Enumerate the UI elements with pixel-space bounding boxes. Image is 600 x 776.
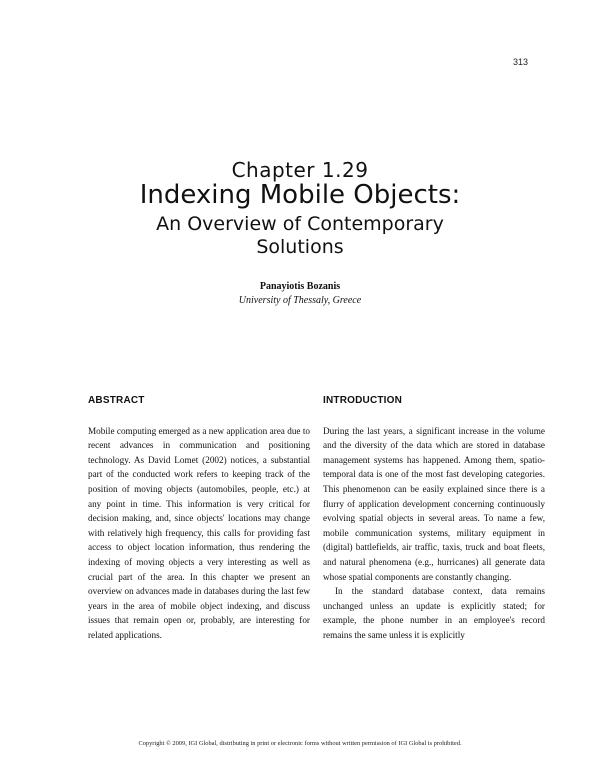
abstract-heading: ABSTRACT [88, 395, 145, 406]
introduction-paragraph-2: In the standard database context, data remains unchanged unless an update is explicitly stated; for example, the phone number in an employee's record remains the same unless it is explicitly [323, 586, 545, 640]
page-title: Indexing Mobile Objects: [139, 180, 461, 210]
subtitle-line-1: An Overview of Contemporary [156, 213, 444, 235]
abstract-column [88, 394, 310, 643]
author-affiliation: University of Thessaly, Greece [238, 295, 362, 306]
subtitle [0, 213, 600, 259]
introduction-paragraph-1: During the last years, a significant increase in the volume and the diversity of the data which are stored in database management systems has happened. Among them, spatio-temporal data is one of the most fast developing categories. This phenomenon can be easily explained since there is a flurry of application development concerning continuously evolving spatial objects in several areas. To name a few, mobile communication systems, military equipment in (digital) battlefields, air traffic, taxis, truck and boat fleets, and natural phenomena (e.g., hurricanes) all generate data whose spatial components are constantly changing. [323, 425, 545, 582]
abstract-text: Mobile computing emerged as a new application area due to recent advances in communication and positioning technology. As David Lomet (2002) notices, a substantial part of the conducted work refers to keeping track of the position of moving objects (automobiles, people, etc.) at any point in time. This information is very critical for decision making, and, since objects' locations may change with relatively high frequency, this calls for providing fast access to object location information, thus rendering the indexing of moving objects a very interesting as well as crucial part of the area. In this chapter we present an overview on advances made in databases during the last few years in the area of mobile object indexing, and discuss issues that remain open or, probably, are interesting for related applications. [88, 425, 310, 640]
author-name: Panayiotis Bozanis [259, 281, 341, 292]
introduction-heading: INTRODUCTION [323, 395, 403, 406]
copyright-footer: Copyright © 2009, IGI Global, distributing in print or electronic forms without written permission of IGI Global is prohibited. [138, 740, 462, 747]
subtitle-line-2: Solutions [256, 236, 344, 258]
introduction-column [323, 394, 545, 643]
chapter-label: Chapter 1.29 [231, 158, 369, 182]
page-number: 313 [512, 57, 528, 67]
